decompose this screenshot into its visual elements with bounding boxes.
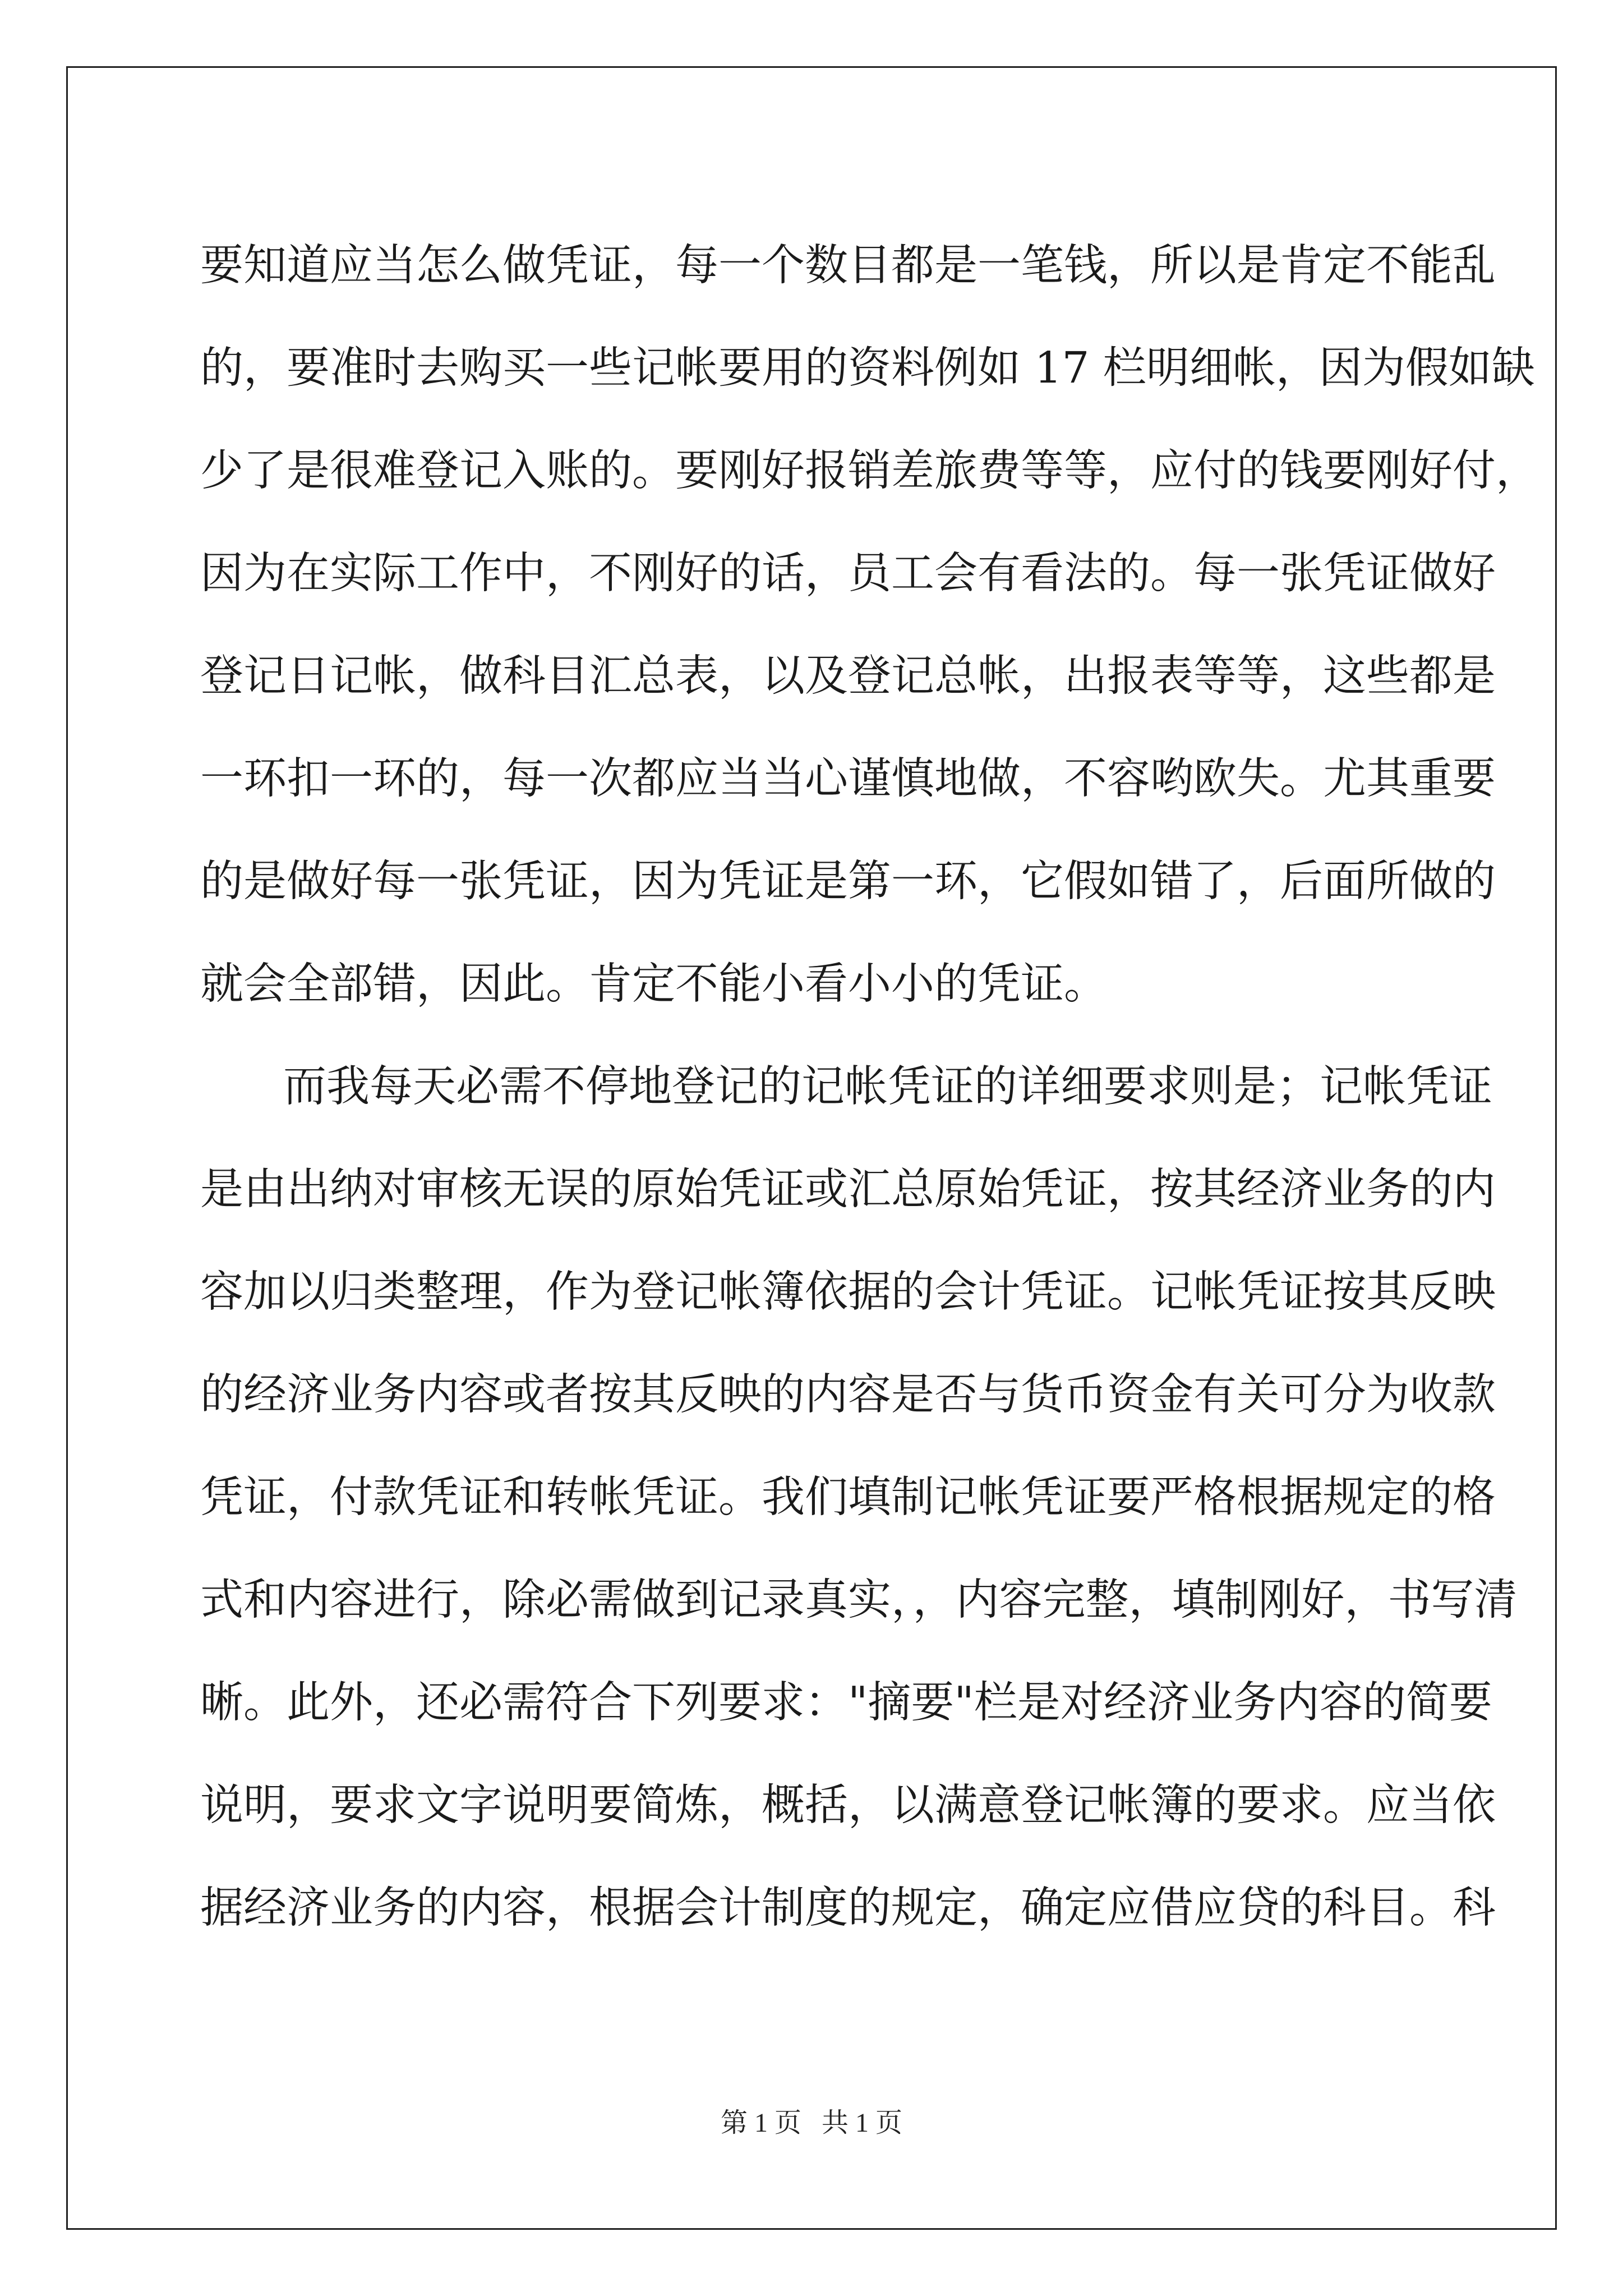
text-line: 说明，要求文字说明要简炼，概括，以满意登记帐簿的要求。应当依 [200, 1780, 1496, 1830]
text-line: 就会全部错，因此。肯定不能小看小小的凭证。 [200, 959, 1107, 1009]
text-line: 的，要准时去购买一些记帐要用的资料例如 17 栏明细帐，因为假如缺 [200, 343, 1535, 393]
text-line: 容加以归类整理，作为登记帐簿依据的会计凭证。记帐凭证按其反映 [200, 1267, 1496, 1317]
paragraph-1 [200, 214, 1539, 1036]
text-line: 登记日记帐，做科目汇总表，以及登记总帐，出报表等等，这些都是 [200, 651, 1496, 701]
text-line: 是由出纳对审核无误的原始凭证或汇总原始凭证，按其经济业务的内 [200, 1165, 1496, 1214]
text-line: 而我每天必需不停地登记的记帐凭证的详细要求则是；记帐凭证 [283, 1062, 1492, 1112]
text-line: 凭证，付款凭证和转帐凭证。我们填制记帐凭证要严格根据规定的格 [200, 1473, 1496, 1522]
text-line: 的是做好每一张凭证，因为凭证是第一环，它假如错了，后面所做的 [200, 857, 1496, 907]
page-number: 第 1 页 [720, 2108, 801, 2138]
text-line: 晰。此外，还必需符合下列要求："摘要"栏是对经济业务内容的简要 [200, 1678, 1492, 1728]
text-line: 据经济业务的内容，根据会计制度的规定，确定应借应贷的科目。科 [200, 1883, 1496, 1933]
document-body [200, 214, 1539, 1959]
text-line: 因为在实际工作中，不刚好的话，员工会有看法的。每一张凭证做好 [200, 549, 1496, 599]
text-line: 少了是很难登记入账的。要刚好报销差旅费等等，应付的钱要刚好付， [200, 446, 1539, 496]
text-line: 的经济业务内容或者按其反映的内容是否与货币资金有关可分为收款 [200, 1370, 1496, 1420]
text-line: 一环扣一环的，每一次都应当当心谨慎地做，不容哟欧失。尤其重要 [200, 754, 1496, 804]
text-line: 要知道应当怎么做凭证，每一个数目都是一笔钱，所以是肯定不能乱 [200, 241, 1496, 291]
page-footer [0, 2101, 1623, 2139]
text-line: 式和内容进行，除必需做到记录真实，，内容完整，填制刚好，书写清 [200, 1575, 1518, 1625]
page-total: 共 1 页 [822, 2108, 903, 2138]
paragraph-2 [200, 1036, 1518, 1959]
